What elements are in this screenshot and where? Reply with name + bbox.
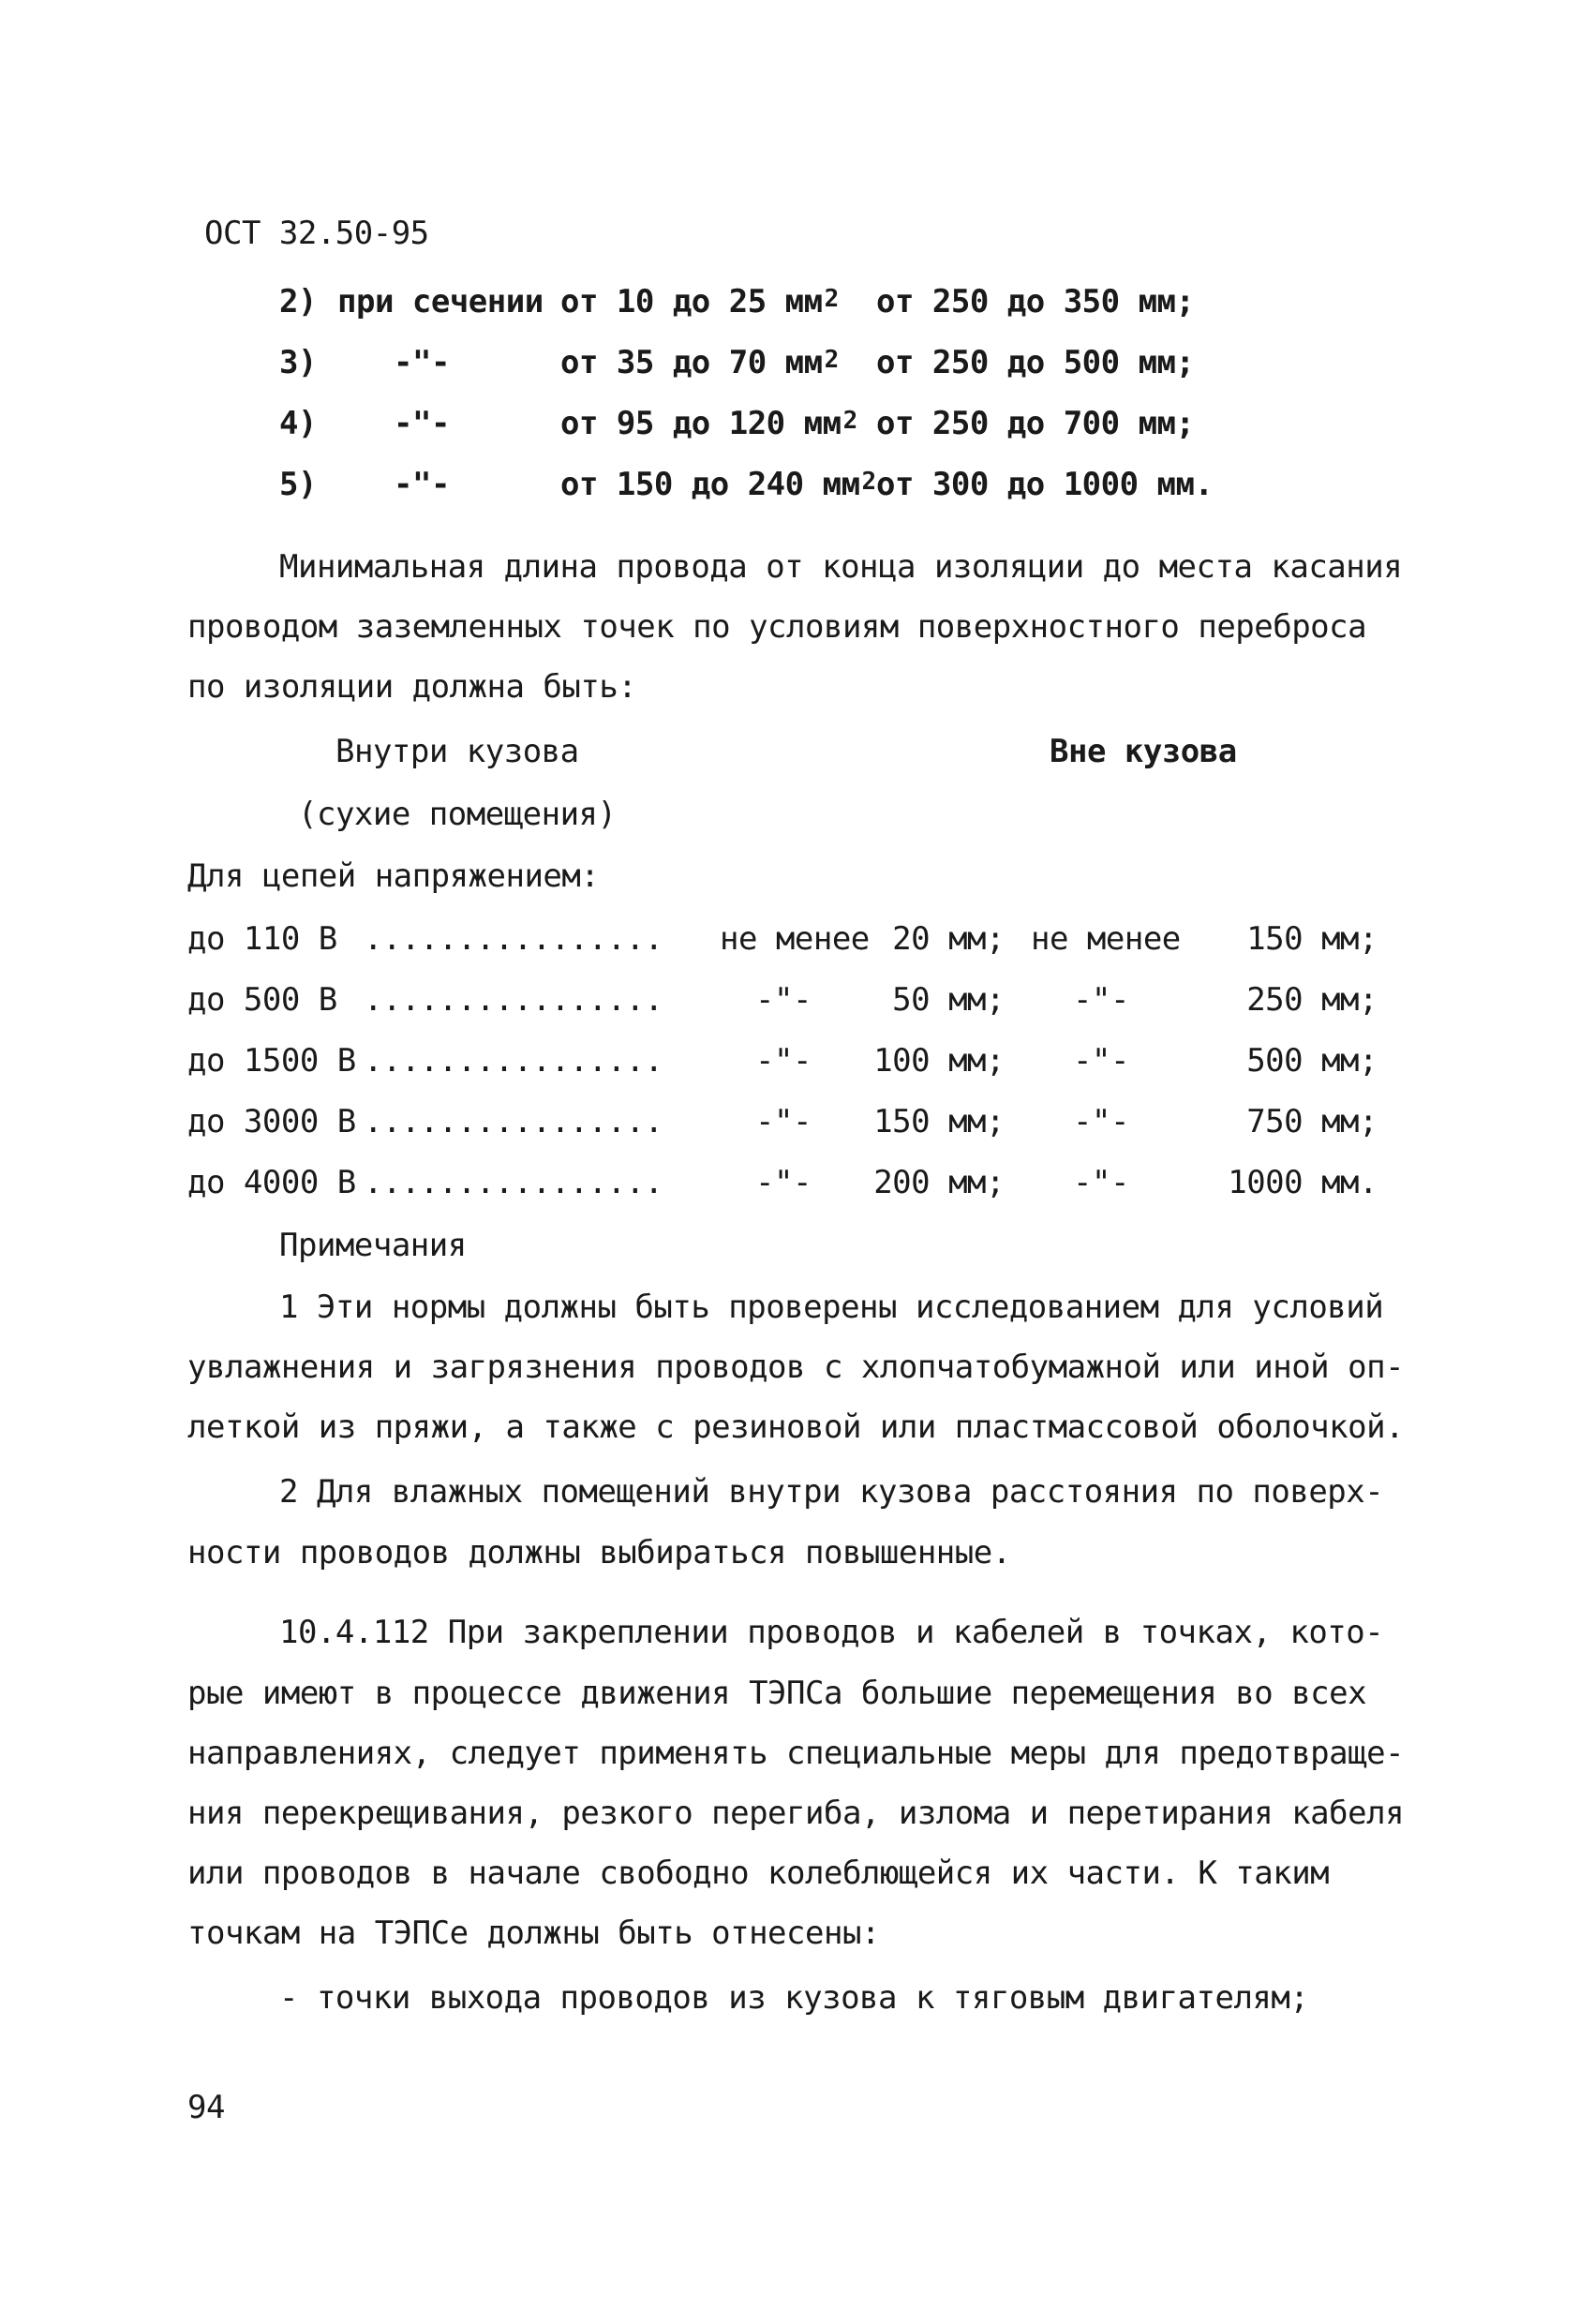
item-number: 4) xyxy=(279,405,317,442)
inside-value: 50 мм; xyxy=(892,981,1005,1019)
outside-value: 750 мм; xyxy=(1246,1103,1378,1140)
item-length: от 250 до 700 мм; xyxy=(876,405,1195,442)
text-line: 2 Для влажных помещений внутри кузова расстояния по поверх- xyxy=(279,1473,1384,1511)
text-line: ния перекрещивания, резкого перегиба, излома и перетирания кабеля xyxy=(187,1795,1405,1832)
item-length: от 250 до 350 мм; xyxy=(876,283,1195,320)
outside-prefix: -"- xyxy=(1073,981,1129,1019)
item-number: 5) xyxy=(279,466,317,503)
outside-value: 150 мм; xyxy=(1246,920,1378,958)
item-range: от 10 до 25 $мм^2$ xyxy=(560,283,839,320)
voltage-cell: до 500 В xyxy=(187,981,337,1019)
inside-prefix: -"- xyxy=(755,1103,812,1140)
voltage-cell: до 110 В xyxy=(187,920,337,958)
column-heading-inside: Внутри кузова xyxy=(335,733,579,770)
outside-prefix: -"- xyxy=(1073,1042,1129,1080)
leader-dots: ................ xyxy=(364,1042,663,1080)
text-line: рые имеют в процессе движения ТЭПСа большие перемещения во всех xyxy=(187,1675,1367,1712)
item-condition: -"- xyxy=(394,344,450,381)
leader-dots: ................ xyxy=(364,920,663,958)
voltage-cell: до 1500 В xyxy=(187,1042,356,1080)
text-line: увлажнения и загрязнения проводов с хлопчатобумажной или иной оп- xyxy=(187,1348,1405,1386)
item-number: 3) xyxy=(279,344,317,381)
inside-value: 150 мм; xyxy=(873,1103,1005,1140)
inside-prefix: -"- xyxy=(755,1042,812,1080)
inside-prefix: -"- xyxy=(755,981,812,1019)
page-number: 94 xyxy=(187,2089,225,2126)
item-length: от 250 до 500 мм; xyxy=(876,344,1195,381)
inside-prefix: не менее xyxy=(720,920,870,958)
item-range: от 95 до 120 $мм^2$ xyxy=(560,405,857,442)
text-line: 1 Эти нормы должны быть проверены исследованием для условий xyxy=(279,1289,1384,1326)
item-range: от 150 до 240 $мм^2$ xyxy=(560,466,876,503)
outside-value: 250 мм; xyxy=(1246,981,1378,1019)
inside-value: 200 мм; xyxy=(873,1164,1005,1201)
outside-value: 1000 мм. xyxy=(1228,1164,1378,1201)
outside-prefix: -"- xyxy=(1073,1164,1129,1201)
text-line: 10.4.112 При закреплении проводов и кабелей в точках, кото- xyxy=(279,1614,1384,1651)
voltage-cell: до 3000 В xyxy=(187,1103,356,1140)
text-line: ности проводов должны выбираться повышенные. xyxy=(187,1534,1011,1572)
text-line: Минимальная длина провода от конца изоляции до места касания xyxy=(279,548,1403,586)
inside-value: 20 мм; xyxy=(892,920,1005,958)
column-heading-inside-sub: (сухие помещения) xyxy=(298,796,617,833)
item-condition: -"- xyxy=(394,405,450,442)
voltage-cell: до 4000 В xyxy=(187,1164,356,1201)
leader-dots: ................ xyxy=(364,981,663,1019)
leader-dots: ................ xyxy=(364,1164,663,1201)
outside-value: 500 мм; xyxy=(1246,1042,1378,1080)
notes-title: Примечания xyxy=(279,1227,467,1264)
outside-prefix: не менее xyxy=(1031,920,1181,958)
inside-prefix: -"- xyxy=(755,1164,812,1201)
text-line: точкам на ТЭПСе должны быть отнесены: xyxy=(187,1914,880,1952)
outside-prefix: -"- xyxy=(1073,1103,1129,1140)
text-line: проводом заземленных точек по условиям поверхностного переброса xyxy=(187,608,1367,646)
text-line: по изоляции должна быть: xyxy=(187,668,637,706)
text-line: направлениях, следует применять специальные меры для предотвраще- xyxy=(187,1735,1405,1772)
doc-code: ОСТ 32.50-95 xyxy=(204,215,429,252)
item-condition: при сечении xyxy=(337,283,544,320)
item-condition: -"- xyxy=(394,466,450,503)
item-range: от 35 до 70 $мм^2$ xyxy=(560,344,839,381)
item-number: 2) xyxy=(279,283,317,320)
bullet-item: - точки выхода проводов из кузова к тяговым двигателям; xyxy=(279,1979,1309,2017)
text-line: или проводов в начале свободно колеблющейся их части. К таким xyxy=(187,1855,1330,1892)
inside-value: 100 мм; xyxy=(873,1042,1005,1080)
column-heading-outside: Вне кузова xyxy=(1050,733,1237,770)
item-length: от 300 до 1000 мм. xyxy=(876,466,1214,503)
circuits-label: Для цепей напряжением: xyxy=(187,857,600,895)
text-line: леткой из пряжи, а также с резиновой или пластмассовой оболочкой. xyxy=(187,1408,1405,1446)
leader-dots: ................ xyxy=(364,1103,663,1140)
